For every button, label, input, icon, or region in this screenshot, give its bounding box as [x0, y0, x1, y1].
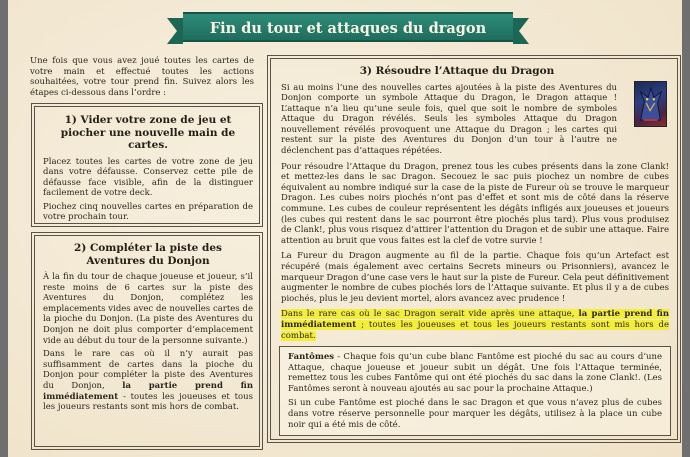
ghosts-paragraph-1	[288, 352, 662, 394]
rulebook-page	[8, 0, 682, 457]
step2-p2-text: Dans le rare cas où il n’y aurait pas suffisamment de cartes dans la pioche du Donjon pour compléter la piste des Aventures du Donjon,	[43, 349, 253, 391]
step3-p4-text: Dans le rare cas où le sac Dragon serait vide après une attaque,	[281, 309, 579, 320]
page-title: Fin du tour et attaques du dragon	[209, 20, 487, 37]
step1-title: 1) Vider votre zone de jeu et piocher une nouvelle main de cartes.	[60, 114, 236, 151]
step2-paragraph-1: À la fin du tour de chaque joueuse et joueur, s’il reste moins de 6 cartes sur la piste des Aventures du Donjon, complétez les emplacements vides avec de nouvelles cartes de la pioche du Donjon. (La piste des Aventures du Donjon ne doit plus comporter d’emplacement vide au début du tour de la personne suivante.)	[43, 272, 253, 346]
step2-title: 2) Compléter la piste des Aventures du Donjon	[74, 242, 222, 267]
step3-paragraph-3: La Fureur du Dragon augmente au fil de la partie. Chaque fois qu’un Artefact est récupéré (mais également avec certains Secrets mineurs ou Prisonniers), avancez le marqueur Dragon d’une case vers le haut sur la piste de Fureur. Cela peut définitivement augmenter le nombre de cubes piochés lors de l’Attaque suivante. Et plus il y a de cubes piochés, plus le jeu devient mortel, alors avancez avec prudence !	[281, 251, 669, 304]
step2-box	[34, 235, 260, 447]
step1-box	[34, 106, 260, 224]
step3-p4-bold: la partie prend fin immédiatement	[281, 309, 669, 330]
step3-p4-end: ; toutes les joueuses et tous les joueurs restants sont mis hors de combat.	[281, 319, 669, 341]
ghosts-box	[279, 346, 671, 436]
step3-paragraph-4	[281, 309, 669, 341]
intro-paragraph: Une fois que vous avez joué toutes les cartes de votre main et effectué toutes les actions souhaitées, votre tour prend fin. Suivez alors les étapes ci-dessous dans l’ordre :	[30, 56, 254, 98]
ghosts-label: Fantômes	[288, 352, 335, 362]
ghosts-paragraph-2: Si un cube Fantôme est pioché dans le sac Dragon et que vous n’avez plus de cubes dans votre réserve personnelle pour marquer les dégâts, utilisez à la place un cube noir qui a été mis de côté.	[288, 398, 662, 430]
step1-paragraph-2: Piochez cinq nouvelles cartes en préparation de votre prochain tour.	[43, 201, 253, 223]
step2-paragraph-2	[43, 349, 253, 413]
step3-box	[270, 58, 678, 440]
step3-paragraph-1: Si au moins l’une des nouvelles cartes ajoutées à la piste des Aventures du Donjon comporte un symbole Attaque du Dragon, le Dragon attaque ! L’attaque n’a lieu qu’une seule fois, quel que soit le nombre de symboles Attaque du Dragon révélés. Seuls les symboles Attaque du Dragon nouvellement révélés provoquent une Attaque du Dragon ; les cartes qui restent sur la piste des Aventures du Donjon d’un tour à l’autre ne déclenchent pas d’attaques répétées.	[281, 82, 617, 157]
ghosts-p1-text: - Chaque fois qu’un cube blanc Fantôme est pioché du sac au cours d’une Attaque, chaque joueuse et joueur subit un dégât. Une fois l’Attaque terminée, remettez tous les cubes Fantôme qui ont été piochés du sac dans la zone Clank!. (Les Fantômes seront à nouveau ajoutés au sac pour la prochaine Attaque.)	[288, 352, 662, 394]
step3-title: 3) Résoudre l’Attaque du Dragon	[359, 65, 555, 77]
step2-p2-bold: la partie prend fin immédiatement	[43, 380, 254, 402]
step1-paragraph-1: Placez toutes les cartes de votre zone de jeu dans votre défausse. Conservez cette pile de défausse face visible, afin de la distinguer facilement de votre deck.	[43, 156, 253, 199]
step2-p2-end: - toutes les joueuses et tous les joueurs restants sont mis hors de combat.	[43, 391, 253, 413]
page-title-banner	[183, 12, 513, 42]
step3-paragraph-2: Pour résoudre l’Attaque du Dragon, prenez tous les cubes présents dans la zone Clank! et mettez-les dans le sac Dragon. Secouez le sac puis piochez un nombre de cubes équivalent au nombre indiqué sur la case de la piste de Fureur où se trouve le marqueur Dragon. Les cubes noirs piochés n’ont pas d’effet et sont mis de côté dans la réserve commune. Les cubes de couleur représentent les dégâts infligés aux joueuses et joueurs (les cubes qui restent dans le sac pourront être piochés plus tard). Plus vous produisez de Clank!, plus vous risquez d’attirer l’attention du Dragon et de subir une attaque. Faire attention au bruit que vous faites est la clef de votre survie !	[281, 161, 669, 246]
